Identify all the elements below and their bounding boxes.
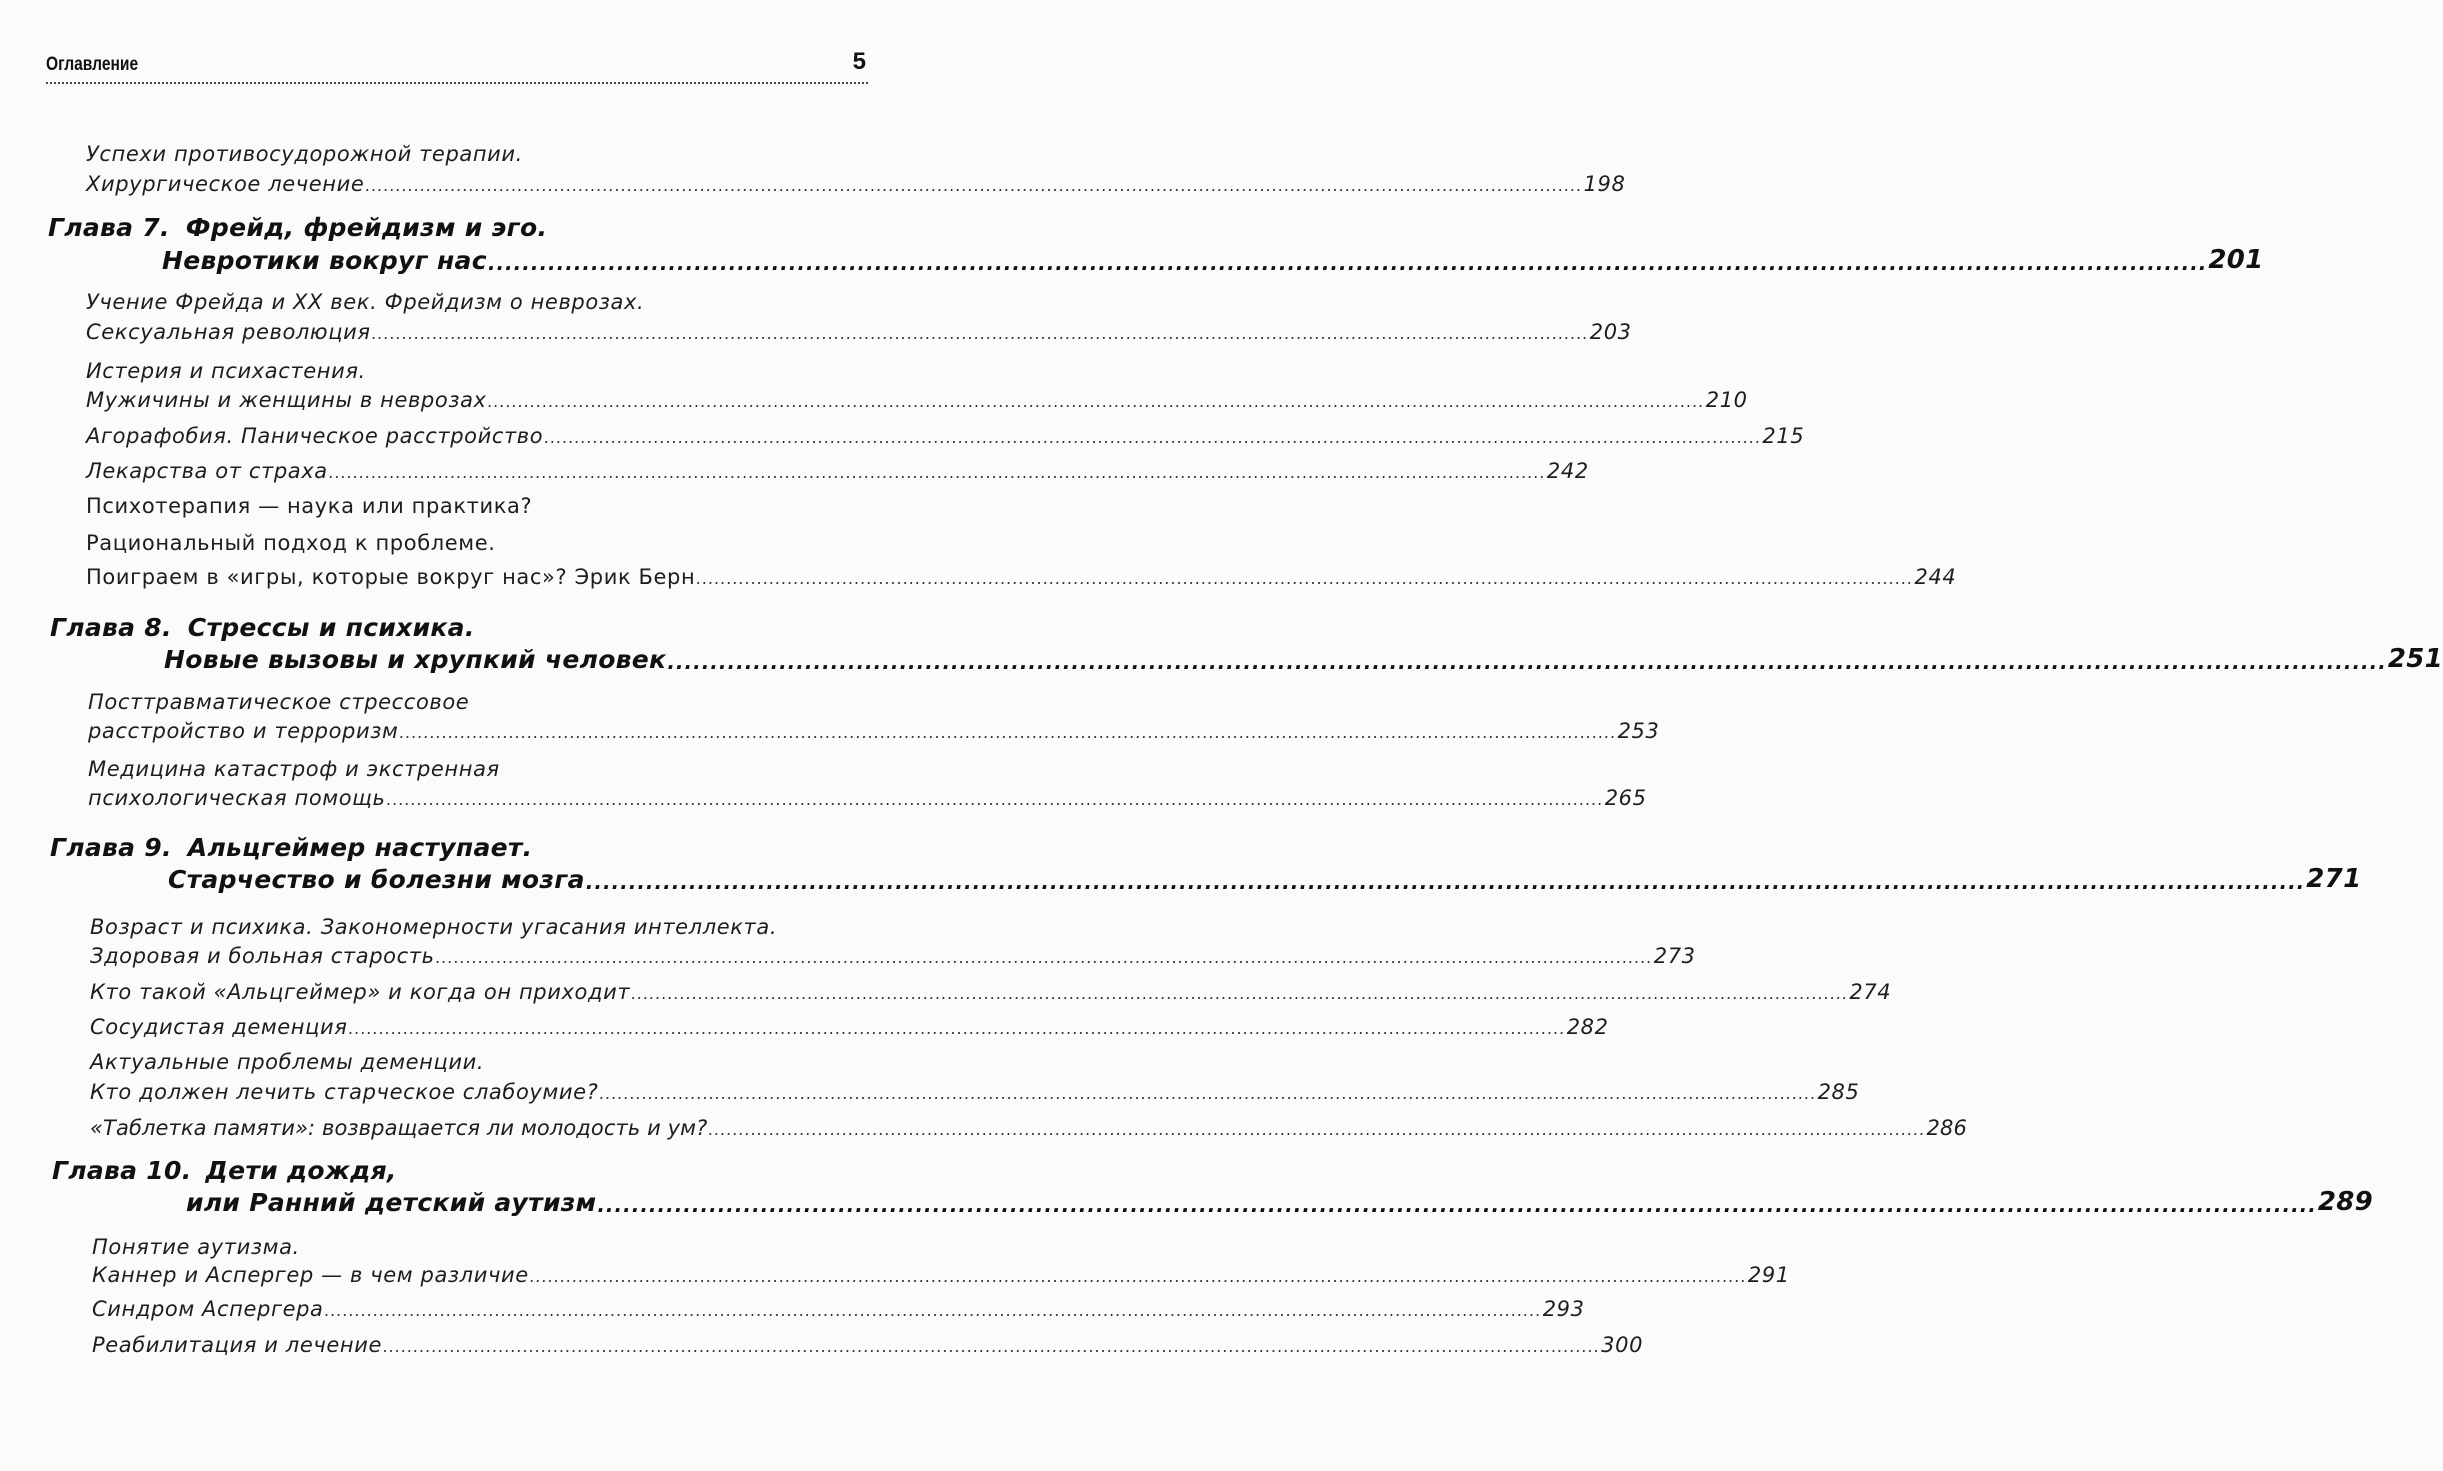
toc-entry-line: Успехи противосудорожной терапии. [86,142,523,166]
toc-page: 242 [1546,459,1589,483]
toc-page: 215 [1762,424,1805,448]
toc-entry-line: Рациональный подход к проблеме. [86,531,496,555]
toc-entry[interactable]: Синдром Аспергера ........................................................................................................................................................................................................ 293 [92,1297,1585,1321]
toc-entry[interactable]: Мужичины и женщины в неврозах ........................................................................................................................................................................................................ 210 [86,388,1748,412]
toc-page: 286 [1926,1116,1967,1140]
toc-entry-line: Посттравматическое стрессовое [88,690,470,714]
toc-entry[interactable]: Кто должен лечить старческое слабоумие? ........................................................................................................................................................................................................ 285 [90,1080,1860,1104]
toc-entry[interactable]: Хирургическое лечение ........................................................................................................................................................................................................ 198 [86,172,1626,196]
chapter-heading[interactable]: Глава 9. Альцгеймер наступает. [50,833,533,862]
toc-entry[interactable]: Лекарства от страха ........................................................................................................................................................................................................ 242 [86,459,1589,483]
leader-dots: ........................................................................................................................................................................................................ [435,948,1653,967]
leader-dots: ........................................................................................................................................................................................................ [328,463,1546,482]
chapter-entry[interactable]: Новые вызовы и хрупкий человек ........................................................................................................................................................................................................ 251 [164,644,2443,674]
toc-entry[interactable]: «Таблетка памяти»: возвращается ли молодость и ум? ........................................................................................................................................................................................................ 286 [90,1116,1967,1140]
toc-entry-line: Истерия и психастения. [86,359,366,383]
leader-dots: ........................................................................................................................................................................................................ [371,324,1589,343]
leader-dots: ........................................................................................................................................................................................................ [597,1193,2317,1217]
chapter-heading[interactable]: Глава 7. Фрейд, фрейдизм и эго. [48,213,548,242]
toc-entry-line: Психотерапия — наука или практика? [86,494,533,518]
leader-dots: ........................................................................................................................................................................................................ [585,870,2306,894]
chapter-page: 271 [2306,864,2362,894]
running-title: Оглавление [46,54,139,75]
page-number: 5 [852,48,866,75]
toc-page: 244 [1914,565,1957,589]
toc-entry[interactable]: Кто такой «Альцгеймер» и когда он приходит ........................................................................................................................................................................................................ 274 [90,980,1892,1004]
toc-page: 265 [1604,786,1647,810]
toc-entry[interactable]: Агорафобия. Паническое расстройство ........................................................................................................................................................................................................ 215 [86,424,1805,448]
toc-page: 300 [1601,1333,1644,1357]
toc-entry-line: Учение Фрейда и XX век. Фрейдизм о неврозах. [86,290,645,314]
leader-dots: ........................................................................................................................................................................................................ [708,1120,1926,1139]
toc-page: 293 [1542,1297,1585,1321]
toc-page: 285 [1817,1080,1860,1104]
toc-entry[interactable]: расстройство и терроризм ........................................................................................................................................................................................................ 253 [88,719,1660,743]
leader-dots: ........................................................................................................................................................................................................ [487,251,2208,275]
chapter-heading[interactable]: Глава 10. Дети дождя, [52,1156,397,1185]
toc-entry-line: Понятие аутизма. [92,1235,300,1259]
toc-page: 203 [1589,320,1632,344]
toc-entry[interactable]: Поиграем в «игры, которые вокруг нас»? Эрик Берн ........................................................................................................................................................................................................ 244 [86,565,1957,589]
toc-page: 291 [1747,1263,1790,1287]
chapter-heading[interactable]: Глава 8. Стрессы и психика. [50,613,475,642]
toc-entry[interactable]: Реабилитация и лечение ........................................................................................................................................................................................................ 300 [92,1333,1644,1357]
chapter-page: 289 [2317,1187,2374,1217]
toc-page: 253 [1617,719,1660,743]
toc-entry[interactable]: психологическая помощь ........................................................................................................................................................................................................ 265 [88,786,1647,810]
leader-dots: ........................................................................................................................................................................................................ [365,176,1583,195]
chapter-page: 251 [2387,644,2443,674]
toc-entry-line: Актуальные проблемы деменции. [90,1050,485,1074]
toc-page: 274 [1849,980,1892,1004]
leader-dots: ........................................................................................................................................................................................................ [696,569,1914,588]
chapter-page: 201 [2208,245,2264,275]
toc-entry-line: Возраст и психика. Закономерности угасания интеллекта. [90,915,778,939]
leader-dots: ........................................................................................................................................................................................................ [529,1267,1747,1286]
leader-dots: ........................................................................................................................................................................................................ [487,392,1705,411]
toc-entry-line: Медицина катастроф и экстренная [88,757,500,781]
toc-entry[interactable]: Каннер и Аспергер — в чем различие ........................................................................................................................................................................................................ 291 [92,1263,1790,1287]
toc-page: 273 [1653,944,1696,968]
toc-page: 282 [1566,1015,1609,1039]
leader-dots: ........................................................................................................................................................................................................ [324,1301,1542,1320]
leader-dots: ........................................................................................................................................................................................................ [599,1084,1817,1103]
toc-page: 198 [1583,172,1626,196]
leader-dots: ........................................................................................................................................................................................................ [631,984,1849,1003]
chapter-entry[interactable]: или Ранний детский аутизм ........................................................................................................................................................................................................ 289 [186,1187,2374,1217]
leader-dots: ........................................................................................................................................................................................................ [382,1337,1601,1356]
toc-entry[interactable]: Сексуальная революция ........................................................................................................................................................................................................ 203 [86,320,1632,344]
leader-dots: ........................................................................................................................................................................................................ [348,1019,1566,1038]
page-header [46,46,868,84]
toc-entry[interactable]: Здоровая и больная старость ........................................................................................................................................................................................................ 273 [90,944,1696,968]
chapter-entry[interactable]: Старчество и болезни мозга ........................................................................................................................................................................................................ 271 [168,864,2362,894]
leader-dots: ........................................................................................................................................................................................................ [544,428,1762,447]
leader-dots: ........................................................................................................................................................................................................ [386,790,1604,809]
leader-dots: ........................................................................................................................................................................................................ [399,723,1617,742]
leader-dots: ........................................................................................................................................................................................................ [667,650,2387,674]
toc-entry[interactable]: Сосудистая деменция ........................................................................................................................................................................................................ 282 [90,1015,1609,1039]
toc-page: 210 [1705,388,1748,412]
chapter-entry[interactable]: Невротики вокруг нас ........................................................................................................................................................................................................ 201 [162,245,2264,275]
